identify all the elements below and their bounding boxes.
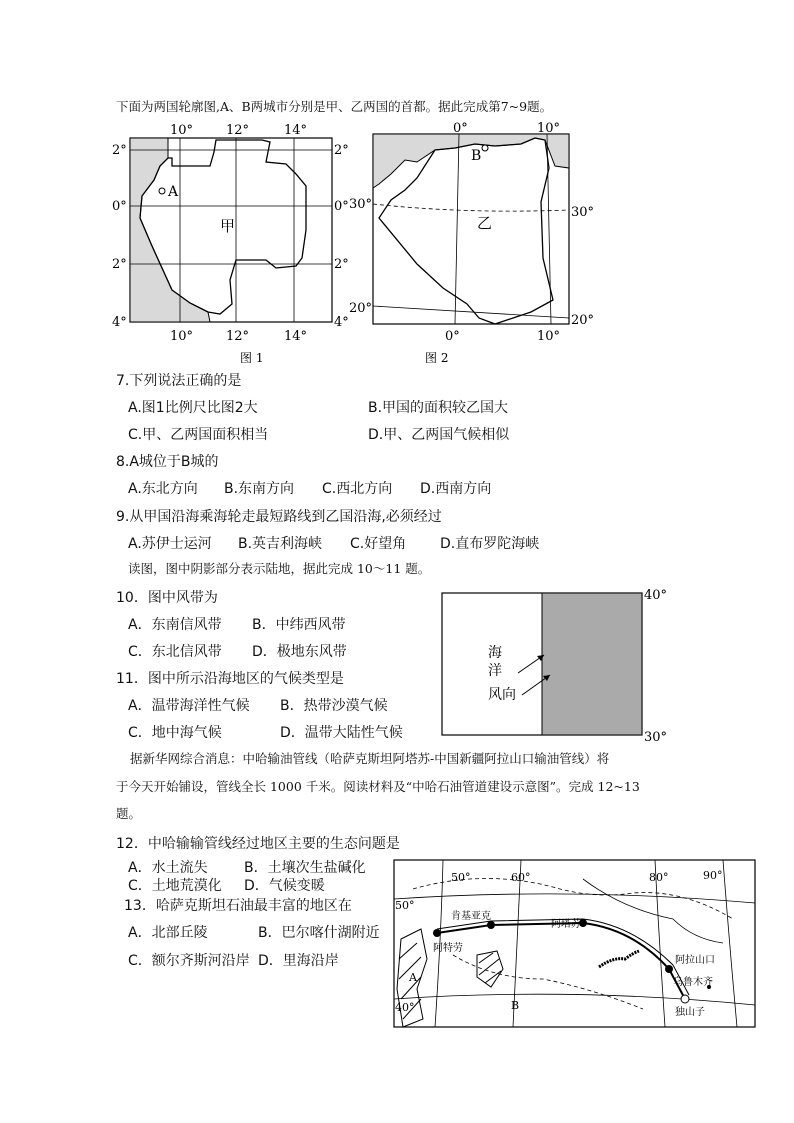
q11-option-a: A．温带海洋性气候 [128, 698, 250, 714]
q12-option-c: C．土地荒漠化 [128, 878, 222, 894]
figure-2-map [345, 118, 600, 363]
intro-12-13-line3: 题。 [116, 806, 142, 821]
map-label: 4° [112, 315, 127, 330]
q10-option-a: A．东南信风带 [128, 617, 222, 633]
map-label: 风向 [488, 687, 516, 703]
q7-option-d: D.甲、乙两国气候相似 [368, 427, 510, 443]
map-label: 阿特劳 [433, 943, 463, 954]
q12-option-b: B．土壤次生盐碱化 [244, 860, 366, 876]
map-label: 12° [226, 329, 250, 344]
map-label: 40° [395, 1001, 415, 1014]
map-label: A [409, 971, 417, 984]
map-label: 2° [112, 143, 127, 158]
map-label: 乌鲁木齐 [673, 977, 713, 988]
q10-option-b: B．中纬西风带 [252, 617, 346, 633]
map-label: 阿拉山口 [675, 955, 715, 966]
wind-belt-figure [438, 583, 678, 743]
city-alashankou [665, 965, 673, 973]
q12-option-d: D．气候变暖 [244, 878, 325, 894]
city-a-marker [159, 188, 165, 194]
map-label: 独山子 [675, 1007, 705, 1018]
map-label: 0° [453, 121, 468, 136]
q11-stem: 11．图中所示沿海地区的气候类型是 [116, 671, 344, 687]
map-label: 40° [644, 588, 668, 603]
q8-option-c: C.西北方向 [322, 481, 393, 497]
map-label: 90° [703, 869, 723, 882]
map-label: 10° [170, 329, 194, 344]
map-label: 60° [511, 871, 531, 884]
intro-7-9: 下面为两国轮廓图,A、B两城市分别是甲、乙两国的首都。据此完成第7~9题。 [116, 99, 553, 114]
q9-option-c: C.好望角 [350, 536, 407, 552]
q13-option-a: A．北部丘陵 [128, 925, 208, 941]
fig2-caption: 图 2 [425, 351, 449, 363]
map-label: 80° [649, 871, 669, 884]
q9-option-b: B.英吉利海峡 [238, 536, 323, 552]
q13-option-b: B．巴尔喀什湖附近 [258, 925, 380, 941]
map-label: 0° [445, 329, 460, 344]
map-label: 洋 [488, 663, 502, 679]
map-label: 50° [451, 871, 471, 884]
q10-option-d: D．极地东风带 [252, 644, 347, 660]
map-label: 4° [334, 315, 349, 330]
map-label: 14° [284, 329, 308, 344]
intro-12-13-line2: 于今天开始铺设，管线全长 1000 千米。阅读材料及“中哈石油管道建设示意图”。完成 12~13 [116, 779, 640, 794]
map-label: 0° [334, 199, 349, 214]
pipeline-map [393, 859, 757, 1029]
q13-option-d: D．里海沿岸 [258, 953, 339, 969]
city-atyrau [433, 929, 441, 937]
q8-option-a: A.东北方向 [128, 481, 198, 497]
map-label: 10° [537, 329, 561, 344]
q9-option-d: D.直布罗陀海峡 [440, 536, 540, 552]
figure-1-map [110, 118, 350, 363]
city-b-marker [482, 145, 488, 151]
q10-stem: 10．图中风带为 [116, 590, 218, 606]
map-label: B [511, 999, 520, 1012]
q11-option-d: D．温带大陆性气候 [280, 725, 403, 741]
q12-option-a: A．水土流失 [128, 860, 208, 876]
map-label: 20° [571, 313, 595, 328]
map-label: 14° [284, 123, 308, 138]
q8-option-b: B.东南方向 [224, 481, 295, 497]
q8-stem: 8.A城位于B城的 [116, 454, 219, 470]
q7-option-c: C.甲、乙两国面积相当 [128, 427, 269, 443]
q11-option-c: C．地中海气候 [128, 725, 222, 741]
map-label: 20° [349, 301, 373, 316]
q7-option-a: A.图1比例尺比图2大 [128, 400, 258, 416]
q7-option-b: B.甲国的面积较乙国大 [368, 400, 509, 416]
map-label: 肯基亚克 [451, 911, 491, 922]
map-label: 2° [334, 143, 349, 158]
map-label: 海 [488, 645, 502, 661]
intro-12-13-line1: 据新华网综合消息：中哈输油管线（哈萨克斯坦阿塔苏-中国新疆阿拉山口输油管线）将 [130, 751, 610, 766]
map-label: 10° [537, 121, 561, 136]
map-label: 10° [170, 123, 194, 138]
q12-stem: 12．中哈输输管线经过地区主要的生态问题是 [116, 836, 400, 852]
q9-stem: 9.从甲国沿海乘海轮走最短路线到乙国沿海,必须经过 [116, 509, 442, 525]
city-b-label: B [471, 148, 482, 164]
map-label: 12° [226, 123, 250, 138]
q13-option-c: C．额尔齐斯河沿岸 [128, 953, 250, 969]
country-jia-label: 甲 [220, 217, 236, 235]
city-a-label: A [168, 184, 179, 200]
q11-option-b: B．热带沙漠气候 [280, 698, 388, 714]
q8-option-d: D.西南方向 [420, 481, 492, 497]
fig1-caption: 图 1 [240, 351, 264, 363]
q13-stem: 13．哈萨克斯坦石油最丰富的地区在 [124, 898, 352, 914]
city-dushanzi [681, 995, 689, 1003]
map-label: 2° [334, 257, 349, 272]
city-kenkiyak [487, 921, 495, 929]
country-yi-label: 乙 [477, 214, 493, 232]
q9-option-a: A.苏伊士运河 [128, 536, 212, 552]
land-shaded-area [542, 593, 642, 735]
map-label: 30° [644, 730, 668, 743]
q10-option-c: C．东北信风带 [128, 644, 222, 660]
map-label: 30° [571, 205, 595, 220]
map-label: 2° [112, 257, 127, 272]
map-label: 阿塔苏 [551, 919, 581, 930]
map-label: 0° [112, 199, 127, 214]
map-label: 50° [395, 899, 415, 912]
intro-10-11: 读图，图中阴影部分表示陆地，据此完成 10～11 题。 [128, 561, 431, 576]
q7-stem: 7.下列说法正确的是 [116, 373, 242, 389]
map-label: 30° [349, 197, 373, 212]
